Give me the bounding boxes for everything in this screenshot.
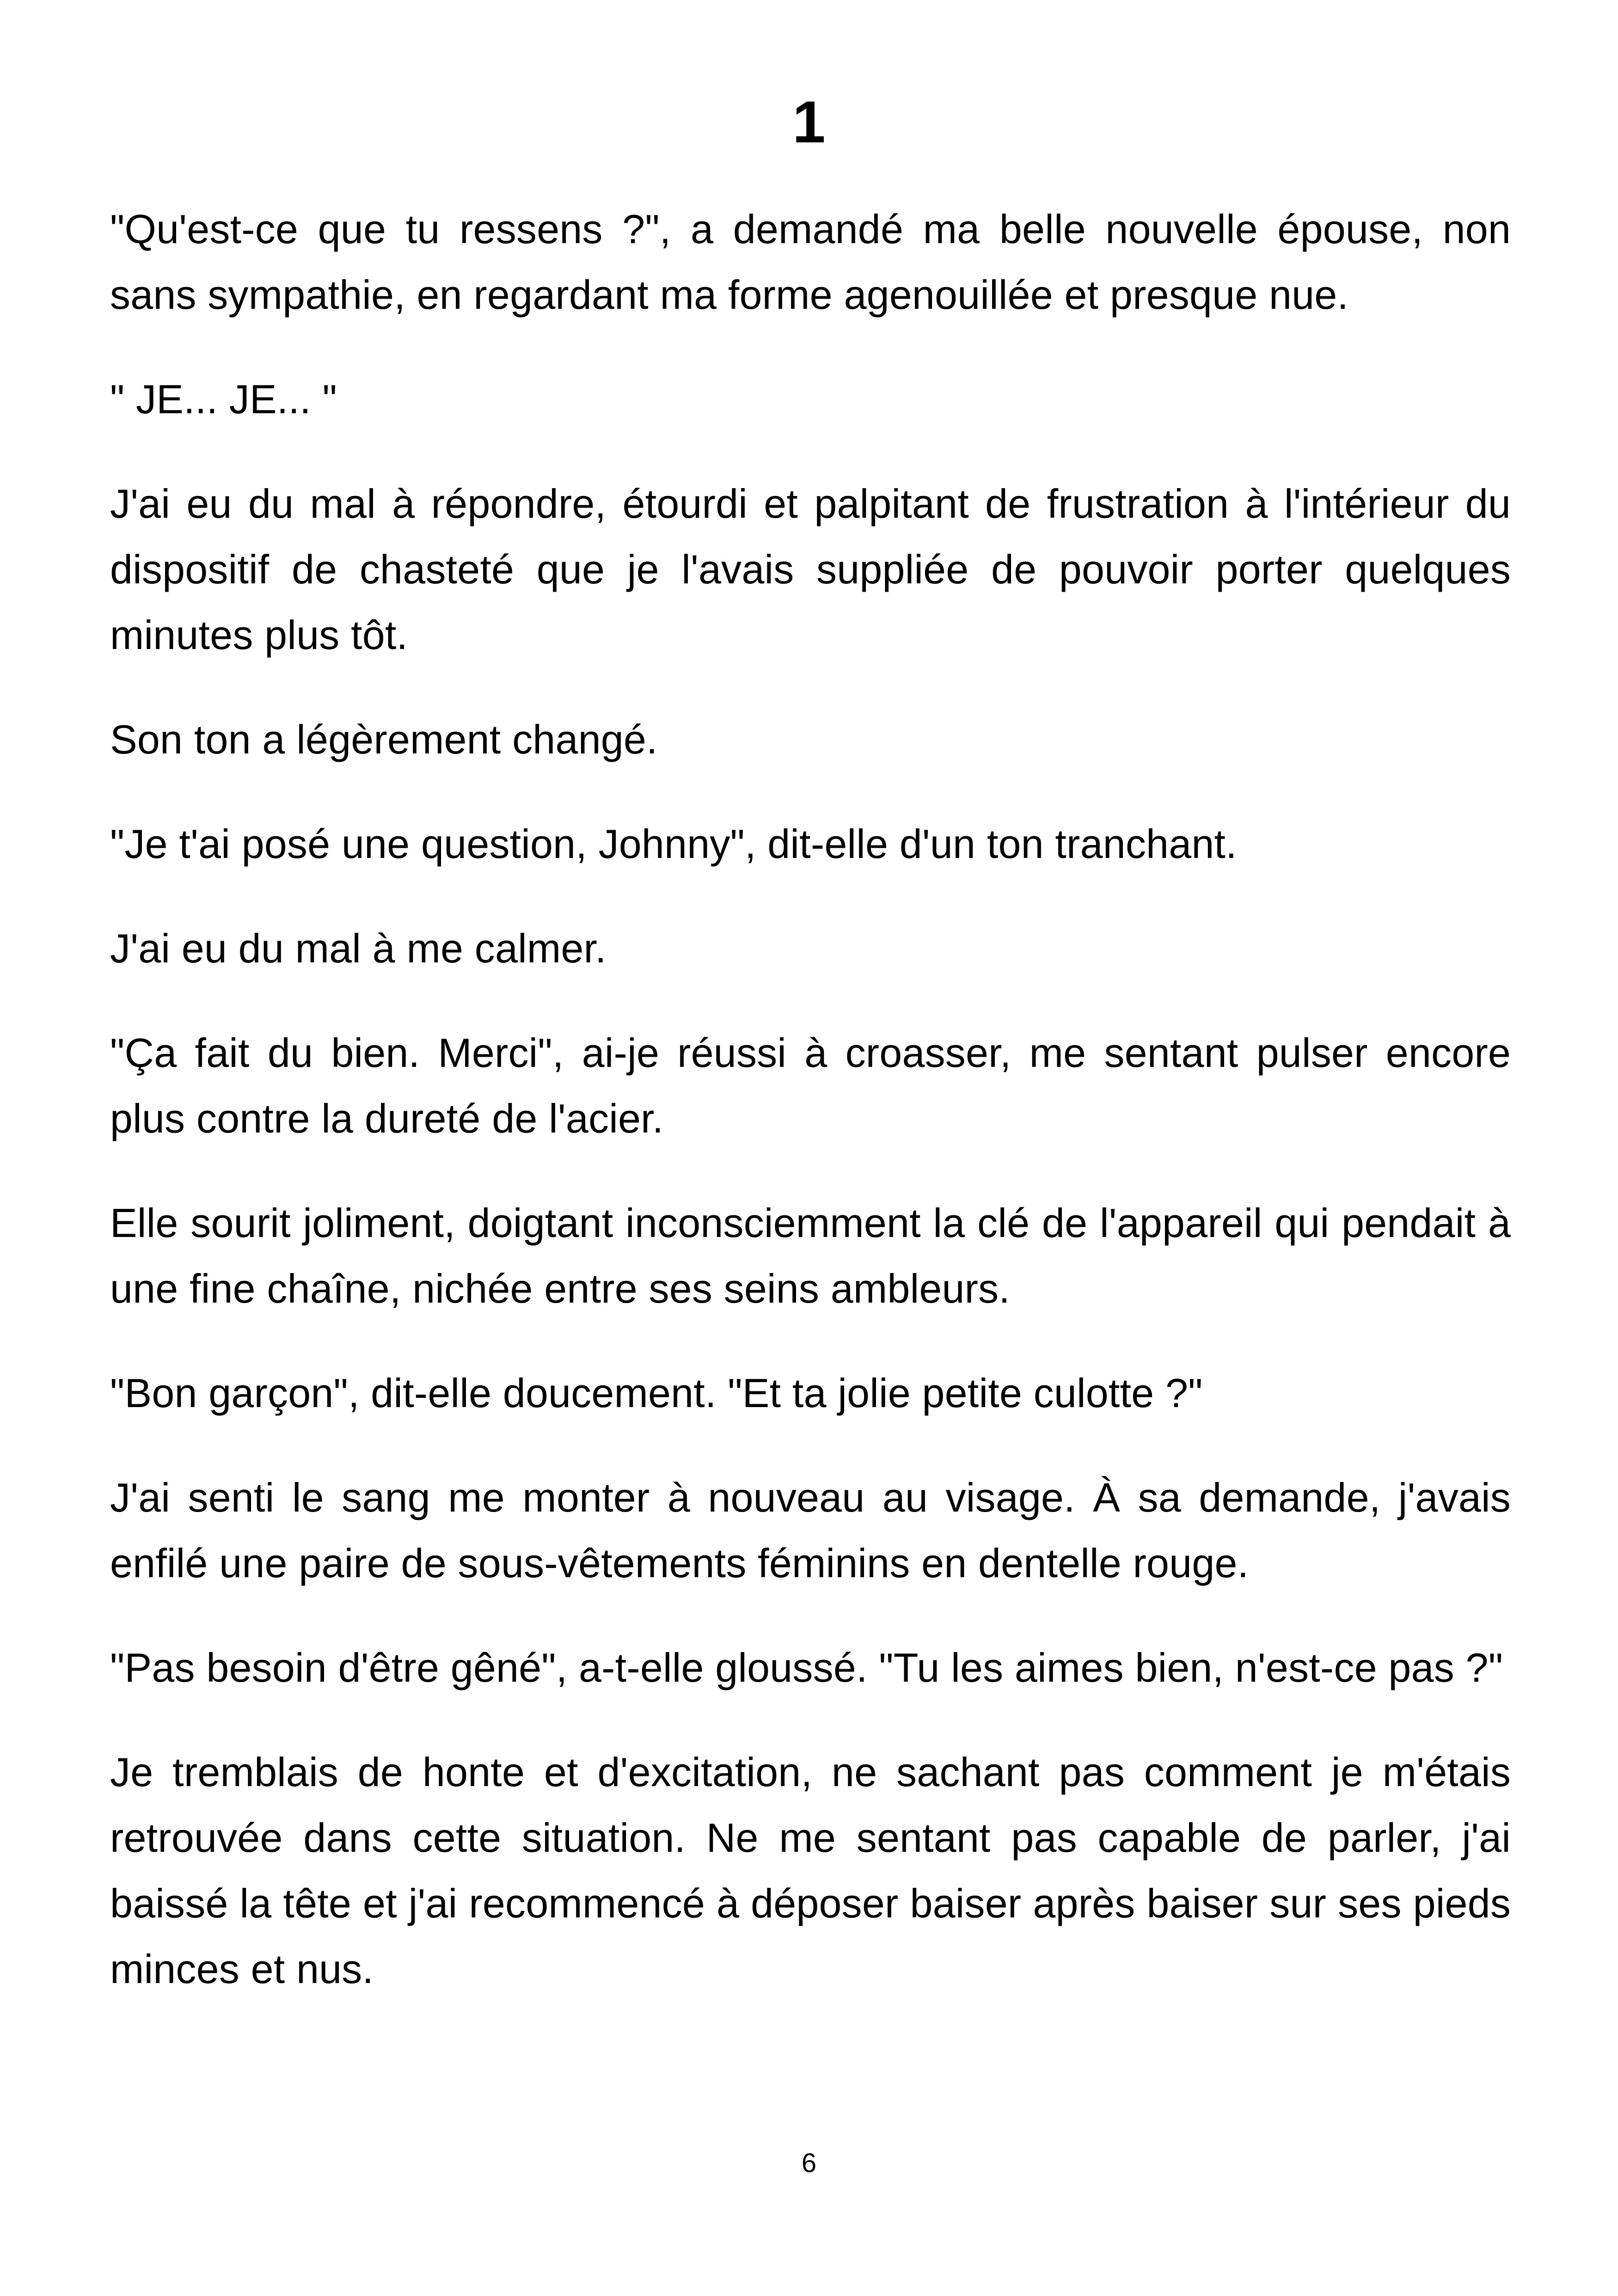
paragraph: J'ai senti le sang me monter à nouveau au visage. À sa demande, j'avais enfilé une paire de sous-vêtements féminins en dentelle rouge.: [110, 1475, 1511, 1586]
paragraph: "Je t'ai posé une question, Johnny", dit-elle d'un ton tranchant.: [110, 821, 1237, 867]
body-text: [110, 196, 1511, 2041]
paragraph: "Ça fait du bien. Merci", ai-je réussi à croasser, me sentant pulser encore plus contre la dureté de l'acier.: [110, 1030, 1511, 1141]
page-number: 6: [801, 2148, 817, 2178]
paragraph: "Qu'est-ce que tu ressens ?", a demandé ma belle nouvelle épouse, non sans sympathie, en regardant ma forme agenouillée et presque nue.: [110, 206, 1511, 318]
paragraph: "Pas besoin d'être gêné", a-t-elle gloussé. "Tu les aimes bien, n'est-ce pas ?": [110, 1645, 1503, 1690]
chapter-number: 1: [792, 89, 826, 155]
paragraph: J'ai eu du mal à répondre, étourdi et palpitant de frustration à l'intérieur du dispositif de chasteté que je l'avais suppliée de pouvoir porter quelques minutes plus tôt.: [110, 481, 1511, 658]
paragraph: Son ton a légèrement changé.: [110, 716, 658, 762]
paragraph: Elle sourit joliment, doigtant inconsciemment la clé de l'appareil qui pendait à une fine chaîne, nichée entre ses seins ambleurs.: [110, 1200, 1511, 1311]
paragraph: "Bon garçon", dit-elle doucement. "Et ta jolie petite culotte ?": [110, 1370, 1203, 1416]
paragraph: " JE... JE... ": [110, 376, 337, 422]
paragraph: Je tremblais de honte et d'excitation, ne sachant pas comment je m'étais retrouvée dans cette situation. Ne me sentant pas capable de parler, j'ai baissé la tête et j'ai recommencé à déposer baiser après baiser sur ses pieds minces et nus.: [110, 1749, 1511, 1992]
paragraph: J'ai eu du mal à me calmer.: [110, 925, 607, 971]
